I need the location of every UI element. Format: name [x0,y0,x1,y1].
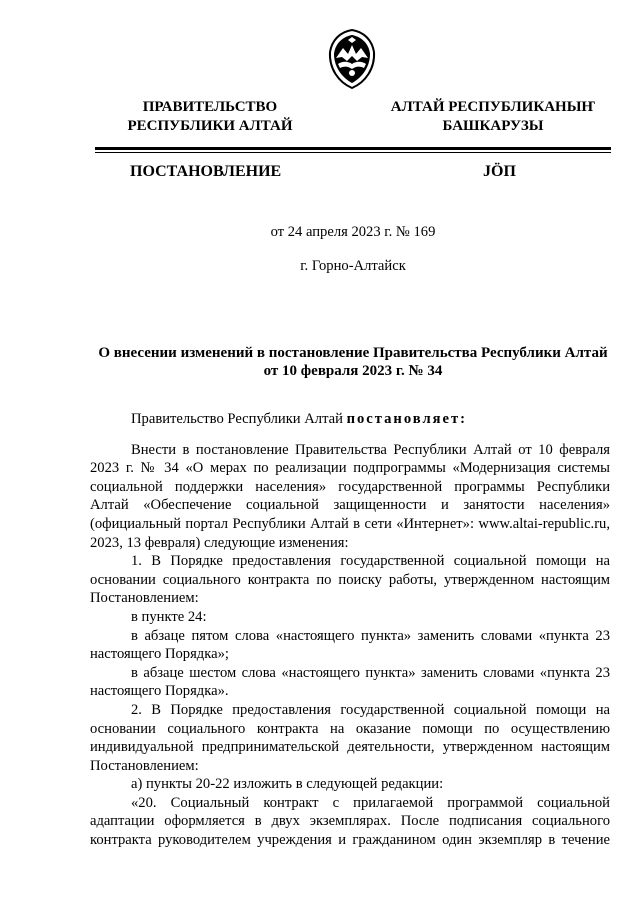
decree-body [90,410,610,850]
decree-date-number: от 24 апреля 2023 г. № 169 [270,224,436,240]
decree-title-line-2: от 10 февраля 2023 г. № 34 [263,363,443,379]
intro-paragraph [90,410,610,429]
government-name-line-2: РЕСПУБЛИКИ АЛТАЙ [127,118,293,134]
intro-resolves: постановляет: [346,411,468,427]
government-name-russian [110,98,310,136]
coat-of-arms-emblem [326,28,378,90]
paragraph-amend-intro: Внести в постановление Правительства Республики Алтай от 10 февраля 2023 г. № 34 «О мерах по реализации подпрограммы «Модернизация системы социальной поддержки населения» государственной программы Республики Алтай «Обеспечение социальной защищенности и занятости населения» (официальный портал Республики Алтай в сети «Интернет»: www.altai-republic.ru, 2023, 13 февраля) следующие изменения: [90,441,610,551]
decree-city: г. Горно-Алтайск [300,258,406,274]
government-name-altai [388,98,598,136]
paragraph-abzac-6: в абзаце шестом слова «настоящего пункта» заменить словами «пункта 23 настоящего Порядка». [90,664,610,700]
decree-title-line-1: О внесении изменений в постановление Правительства Республики Алтай [98,345,608,361]
paragraph-item-1: 1. В Порядке предоставления государственной социальной помощи на основании социального контракта по поиску работы, утвержденном настоящим Постановлением: [90,553,610,607]
decree-label-russian: ПОСТАНОВЛЕНИЕ [130,163,282,180]
paragraph-point-20: «20. Социальный контракт с прилагаемой программой социальной адаптации оформляется в двух экземплярах. После подписания социального контракта руководителем учреждения и гражданином один экземпляр в течение [90,794,610,849]
intro-prefix: Правительство Республики Алтай [131,411,343,427]
header-divider-thin [95,152,611,153]
paragraph-subitem-a: а) пункты 20-22 изложить в следующей редакции: [131,776,444,793]
government-name-altai-line-2: БАШКАРУЗЫ [442,118,544,134]
decree-title [95,344,611,380]
government-name-line-1: ПРАВИТЕЛЬСТВО [142,99,278,115]
decree-label-altai: JÖП [483,163,516,180]
paragraph-abzac-5: в абзаце пятом слова «настоящего пункта» заменить словами «пункта 23 настоящего Порядка»; [90,627,610,663]
government-name-altai-line-1: АЛТАЙ РЕСПУБЛИКАНЫҤ [390,99,596,115]
paragraph-point-24: в пункте 24: [131,608,207,625]
header-divider-thick [95,147,611,150]
paragraph-item-2: 2. В Порядке предоставления государственной социальной помощи на основании социального контракта на оказание помощи по осуществлению индивидуальной предпринимательской деятельности, утвержденном настоящим Постановлением: [90,701,610,774]
